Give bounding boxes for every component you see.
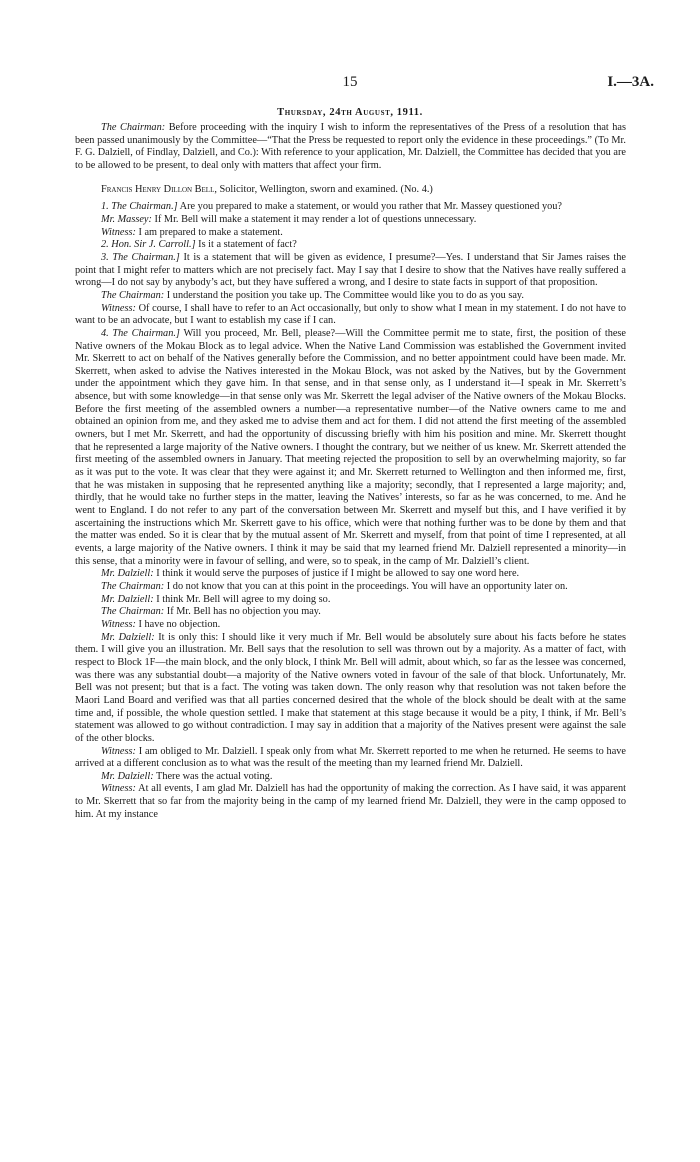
paragraph [75,290,626,303]
paragraph [75,594,626,607]
speaker: The Chairman: [101,289,165,301]
paragraph-text: If Mr. Bell has no objection you may. [164,606,321,618]
speaker: 1. The Chairman.] [101,201,178,213]
speaker: Mr. Dalziell: [101,593,154,605]
paragraph-text: Of course, I shall have to refer to an Act occasionally, but only to show what I mean in my statement. I do not have to want to be an advocate, but I want to establish my case if I can. [75,302,626,327]
paragraph-text: At all events, I am glad Mr. Dalziell has had the opportunity of making the correction. As I have said, it was apparent to Mr. Skerrett that so far from the majority being in the camp of my learned friend Mr. Dalziell, they were in the camp opposed to him. At my instance [75,783,626,820]
paragraph-text: I am prepared to make a statement. [135,226,283,238]
paragraph-text: It is a statement that will be given as evidence, I presume?—Yes. I understand that Sir James raises the point that I might refer to matters which are not precisely fact. May I say that I desire to show that the Natives have really suffered a wrong—I do not say by anybody’s act, but they have suffered a wrong, and I desire to state facts in support of that proposition. [75,251,626,289]
paragraph-text: Are you prepared to make a statement, or would you rather that Mr. Massey questioned you? [177,201,562,213]
speaker: Mr. Dalziell: [101,631,155,643]
paragraph [75,214,626,227]
paragraph-text: Will you proceed, Mr. Bell, please?—Will the Committee permit me to state, first, the position of these Native owners of the Mokau Block as to legal advice. When the Native Land Commission was established the Government invited Mr. Skerrett to act on behalf of the Natives generally before the Commission, and no better appointment could have been made. Mr. Skerrett, when asked to advise the Natives interested in the Mokau Block, was not asked by the Natives, but by the Government under the appointment which they gave him. In that sense, and in that sense only, as I understand it—I speak in Mr. Skerrett’s absence, but with some knowledge—in that sense only was Mr. Skerrett the legal adviser of the Native owners of the Mokau Blocks. Before the first meeting of the assembled owners a number—a representative number—of the Native owners came to me and obtained an opinion from me, and they asked me to advise them and act for them. I did not attend the first meeting of the assembled owners, but I met Mr. Skerrett, and had the opportunity of discussing briefly with him his position and mine. Mr. Skerrett thought that he represented a large majority of the Native owners. I thought the contrary, but we neither of us knew. Mr. Skerrett attended the first meeting of the assembled owners in January. That meeting rejected the proposition to sell by an overwhelming majority, so far as it was put to the vote. It was clear that they were against it; and Mr. Skerrett returned to Wellington and then informed me, first, that he was mistaken in supposing that he represented anything like a majority; secondly, that I represented a large majority; and, thirdly, that he would take no further steps in the matter, leaving the Natives’ interests, so far as he was concerned, to me. And he went to England. I do not refer to any part of the conversation between Mr. Skerrett and myself but this, and I have verified it by ascertaining the instructions which Mr. Skerrett gave to his office, which were that nothing further was to be done by them and that the matter was ended. So it is clear that by the mutual assent of Mr. Skerrett and myself, from that point of time I represented, at all events, a large majority of the Native owners. I think it may be said that my learned friend Mr. Dalziell represented a minority—in this sense, that a minority were in favour of selling, and were, so to speak, in the camp of Mr. Dalziell’s client. [75,327,626,567]
paragraph-text: Before proceeding with the inquiry I wish to inform the representatives of the Press of a resolution that has been passed unanimously by the Committee—“That the Press be requested to report only the evidence in these proceedings.” (To Mr. F. G. Dalziell, of Findlay, Dalziell, and Co.): With reference to your application, Mr. Dalziell, the Committee has decided that you are to be allowed to be present, to deal only with matters that affect your firm. [75,122,627,171]
speaker: The Chairman: [101,606,165,618]
paragraph [75,328,626,568]
speaker: Witness: [101,226,136,238]
speaker: Mr. Dalziell: [101,568,154,580]
paragraph [75,201,626,214]
speaker: The Chairman: [101,122,166,133]
date-heading: Thursday, 24th August, 1911. [277,107,423,118]
body-text [75,122,626,821]
speaker: 2. Hon. Sir J. Carroll.] [101,239,196,251]
speaker: Witness: [101,745,136,757]
paragraph-text: I understand the position you take up. The Committee would like you to do as you say. [164,289,524,301]
paragraph-text: Is it a statement of fact? [195,239,297,251]
paragraph [75,619,626,632]
paragraph-text: Solicitor, Wellington, sworn and examined. (No. 4.) [216,183,433,195]
paragraph [75,252,626,290]
paragraph [75,303,626,328]
speaker: Witness: [101,783,136,795]
speaker: The Chairman: [101,580,165,592]
speaker: Witness: [101,302,136,314]
paragraph-text: If Mr. Bell will make a statement it may render a lot of questions unnecessary. [151,213,477,225]
paragraph-text: There was the actual voting. [153,770,273,782]
speaker: 3. The Chairman.] [101,251,180,263]
speaker: Mr. Dalziell: [101,770,154,782]
paragraph [75,771,626,784]
paragraph-text: I am obliged to Mr. Dalziell. I speak only from what Mr. Skerrett reported to me when he returned. He seems to have arrived at a different conclusion as to what was the result of the meeting than my learned friend Mr. Dalziell. [75,745,626,770]
speaker: Witness: [101,618,136,630]
paragraph [75,581,626,594]
paragraph-text: I think Mr. Bell will agree to my doing so. [153,593,331,605]
paragraph-text: I have no objection. [135,618,221,630]
paragraph [75,568,626,581]
speaker: 4. The Chairman.] [101,327,180,339]
speaker: Mr. Massey: [101,213,152,225]
paragraph [75,746,626,771]
paragraph [75,606,626,619]
paragraph [75,239,626,252]
paragraph-text: I think it would serve the purposes of justice if I might be allowed to say one word here. [153,568,520,580]
paragraph-text: It is only this: I should like it very much if Mr. Bell would be absolutely sure about his facts before he states them. I will give you an illustration. Mr. Bell says that the resolution to sell was thrown out by a majority. As a matter of fact, with respect to Block 1F—the main block, and the only block, I think Mr. Bell will admit, about which, so far as the lessee was concerned, was there was any substantial doubt—a majority of the Native owners voted in favour of the sale of that block. Unfortunately, Mr. Bell was not present; but that is a fact. The voting was taken down. The only reason why that resolution was not taken before the Maori Land Board and verified was that all parties concerned desired that the whole of the block should be dealt with at the same time and, if possible, the whole question settled. I make that statement at this stage because it would be a pity, I think, if Mr. Bell’s statement was allowed to go without contradiction. I may say in addition that a majority of the Natives present were against the sale of the other blocks. [75,631,626,744]
page-number: 15 [342,74,358,90]
document-reference: I.—3A. [607,74,654,90]
paragraph [75,632,626,746]
paragraph-text: I do not know that you can at this point in the proceedings. You will have an opportunity later on. [164,580,568,592]
paragraph [75,783,626,821]
witness-intro [75,184,626,197]
paragraph [75,227,626,240]
paragraph [75,122,626,173]
witness-name: Francis Henry Dillon Bell, [101,183,217,195]
